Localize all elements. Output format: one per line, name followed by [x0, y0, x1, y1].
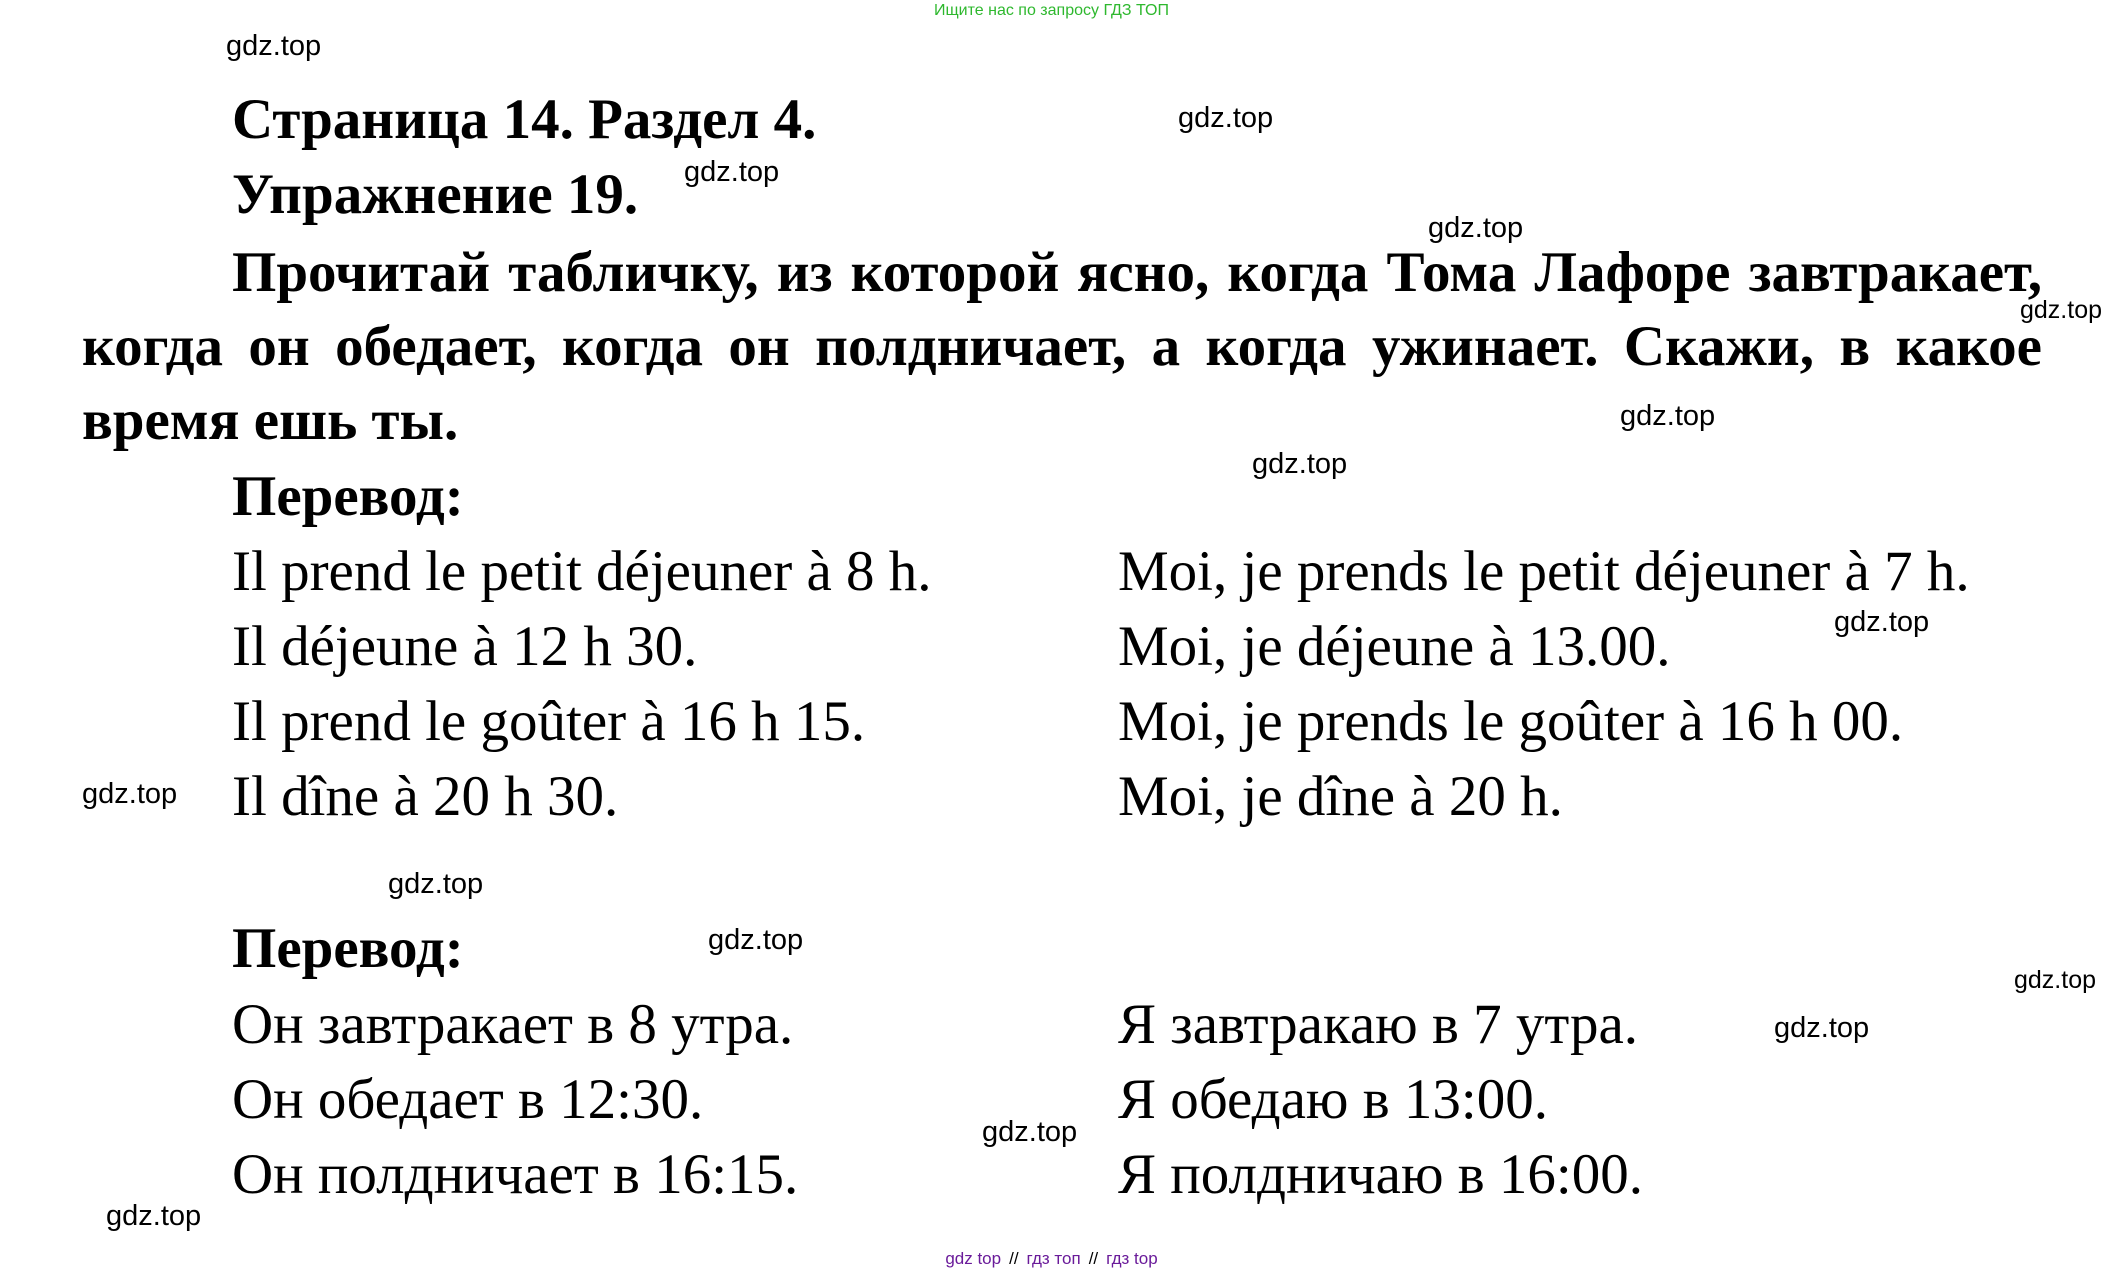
russian-line-right: Я обедаю в 13:00. [1118, 1068, 1548, 1131]
translation-label-2: Перевод: [232, 917, 464, 980]
watermark: gdz.top [1834, 606, 1930, 638]
french-line-left: Il prend le petit déjeuner à 8 h. [232, 540, 932, 603]
watermark: gdz.top [1428, 212, 1524, 244]
watermark: gdz.top [82, 778, 178, 810]
french-line-left: Il prend le goûter à 16 h 15. [232, 690, 866, 753]
watermark: gdz.top [226, 30, 322, 62]
russian-line-right: Я полдничаю в 16:00. [1118, 1143, 1644, 1206]
watermark: gdz.top [106, 1200, 202, 1232]
french-line-right: Moi, je dîne à 20 h. [1118, 765, 1563, 828]
translation-label-1: Перевод: [232, 465, 464, 528]
russian-line-left: Он завтракает в 8 утра. [232, 993, 794, 1056]
footer-link[interactable]: gdz top [945, 1249, 1002, 1268]
watermark: gdz.top [708, 924, 804, 956]
watermark: gdz.top [2014, 966, 2097, 994]
watermark: gdz.top [982, 1116, 1078, 1148]
top-banner: Ищите нас по запросу ГДЗ ТОП [934, 2, 1169, 19]
russian-line-right: Я завтракаю в 7 утра. [1118, 993, 1639, 1056]
watermark: gdz.top [684, 156, 780, 188]
task-text: Прочитай табличку, из которой ясно, когда Тома Лафоре завтракает, когда он обедает, когда он полдничает, а когда ужинает. Скажи, в какое время ешь ты. [82, 241, 2042, 452]
russian-line-left: Он полдничает в 16:15. [232, 1143, 799, 1206]
footer-separator: // [1088, 1249, 1099, 1268]
french-line-right: Moi, je prends le goûter à 16 h 00. [1118, 690, 1904, 753]
footer-link[interactable]: гдз топ [1026, 1249, 1081, 1268]
footer-separator: // [1009, 1249, 1019, 1268]
footer-link[interactable]: гдз top [1106, 1249, 1158, 1268]
russian-line-left: Он обедает в 12:30. [232, 1068, 704, 1131]
french-line-left: Il dîne à 20 h 30. [232, 765, 619, 828]
exercise-title: Упражнение 19. [232, 163, 639, 226]
watermark: gdz.top [388, 868, 484, 900]
watermark: gdz.top [1178, 102, 1274, 134]
footer-links [0, 1249, 2103, 1269]
watermark: gdz.top [1774, 1012, 1870, 1044]
french-line-right: Moi, je déjeune à 13.00. [1118, 615, 1671, 678]
watermark: gdz.top [1620, 400, 1716, 432]
watermark: gdz.top [2020, 296, 2103, 324]
french-line-left: Il déjeune à 12 h 30. [232, 615, 698, 678]
watermark: gdz.top [1252, 448, 1348, 480]
french-line-right: Moi, je prends le petit déjeuner à 7 h. [1118, 540, 1970, 603]
page-title: Страница 14. Раздел 4. [232, 88, 817, 151]
